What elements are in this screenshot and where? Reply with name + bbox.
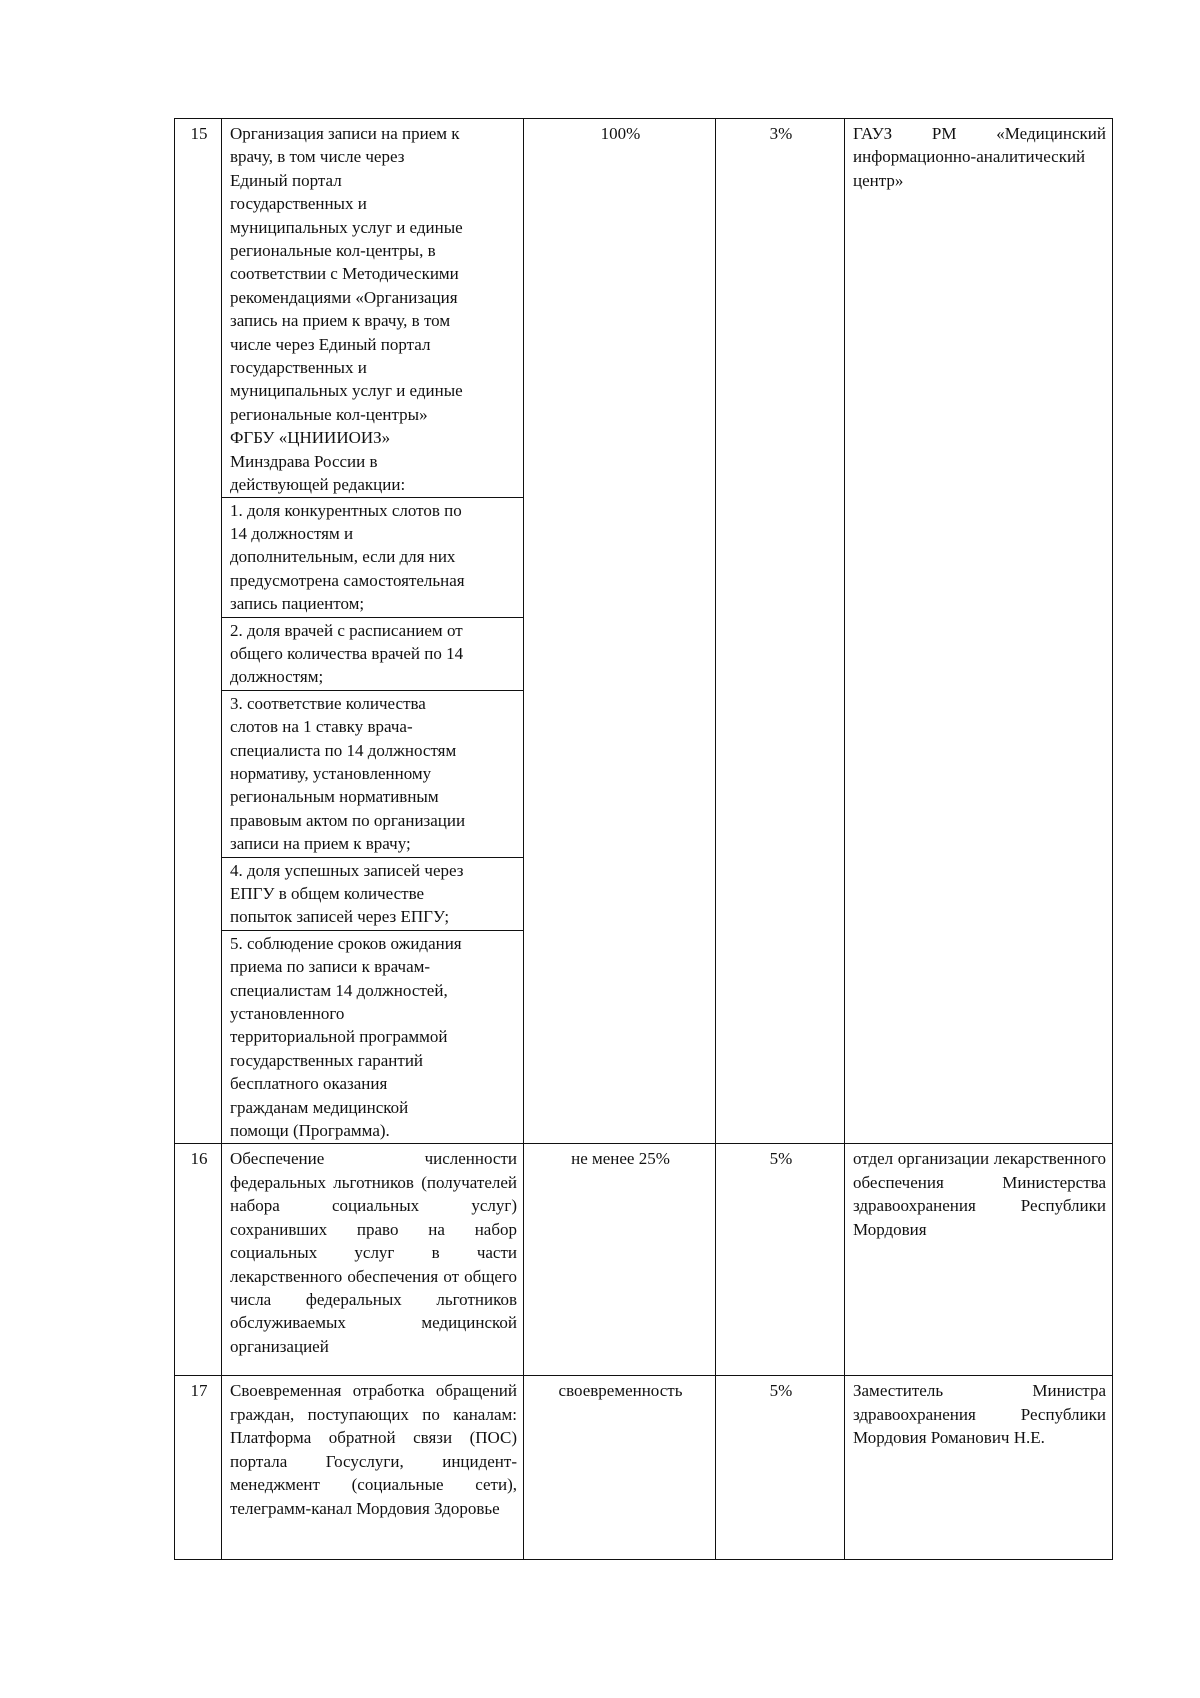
weight-value: 3% (716, 119, 845, 1144)
indicators-table (174, 118, 1113, 1560)
indicator-cell: Обеспечение численности федеральных льготников (получателей набора социальных услуг) сохранивших право на набор социальных услуг в части лекарственного обеспечения от общего числа федеральных льготников обслуживаемых медицинской организацией (222, 1144, 524, 1376)
table-row (175, 119, 1113, 1144)
sub-indicator: 3. соответствие количества слотов на 1 ставку врача- специалиста по 14 должностям нормативу, установленному региональным нормативным правовым актом по организации записи на прием к врачу; (222, 690, 523, 857)
indicator-cell (222, 119, 524, 1144)
responsible-cell: отдел организации лекарственного обеспечения Министерства здравоохранения Республики Мордовия (845, 1144, 1113, 1376)
target-value: не менее 25% (524, 1144, 716, 1376)
sub-indicator: 5. соблюдение сроков ожидания приема по записи к врачам- специалистам 14 должностей, установленного территориальной программой государственных гарантий бесплатного оказания гражданам медицинской помощи (Программа). (222, 930, 523, 1144)
sub-indicator: 2. доля врачей с расписанием от общего количества врачей по 14 должностям; (222, 617, 523, 690)
indicator-text: Организация записи на прием к врачу, в том числе через Единый портал государственных и муниципальных услуг и единые региональные кол-центры, в соответствии с Методическими рекомендациями «Организация запись на прием к врачу, в том числе через Единый портал государственных и муниципальных услуг и единые региональные кол-центры» ФГБУ «ЦНИИИОИЗ» Минздрава России в действующей редакции: (230, 124, 463, 495)
table-row (175, 1376, 1113, 1560)
indicator-cell: Своевременная отработка обращений граждан, поступающих по каналам: Платформа обратной связи (ПОС) портала Госуслуги, инцидент-менеджмент (социальные сети), телеграмм-канал Мордовия Здоровье (222, 1376, 524, 1560)
target-value: 100% (524, 119, 716, 1144)
sub-indicator: 1. доля конкурентных слотов по 14 должностям и дополнительным, если для них предусмотрена самостоятельная запись пациентом; (222, 497, 523, 617)
sub-indicator: 4. доля успешных записей через ЕПГУ в общем количестве попыток записей через ЕПГУ; (222, 857, 523, 930)
row-number: 17 (175, 1376, 222, 1560)
responsible-cell: ГАУЗ РМ «Медицинский информационно-аналитический центр» (845, 119, 1113, 1144)
row-number: 16 (175, 1144, 222, 1376)
row-number: 15 (175, 119, 222, 1144)
weight-value: 5% (716, 1376, 845, 1560)
responsible-cell: Заместитель Министра здравоохранения Республики Мордовия Романович Н.Е. (845, 1376, 1113, 1560)
table-row (175, 1144, 1113, 1376)
weight-value: 5% (716, 1144, 845, 1376)
target-value: своевременность (524, 1376, 716, 1560)
